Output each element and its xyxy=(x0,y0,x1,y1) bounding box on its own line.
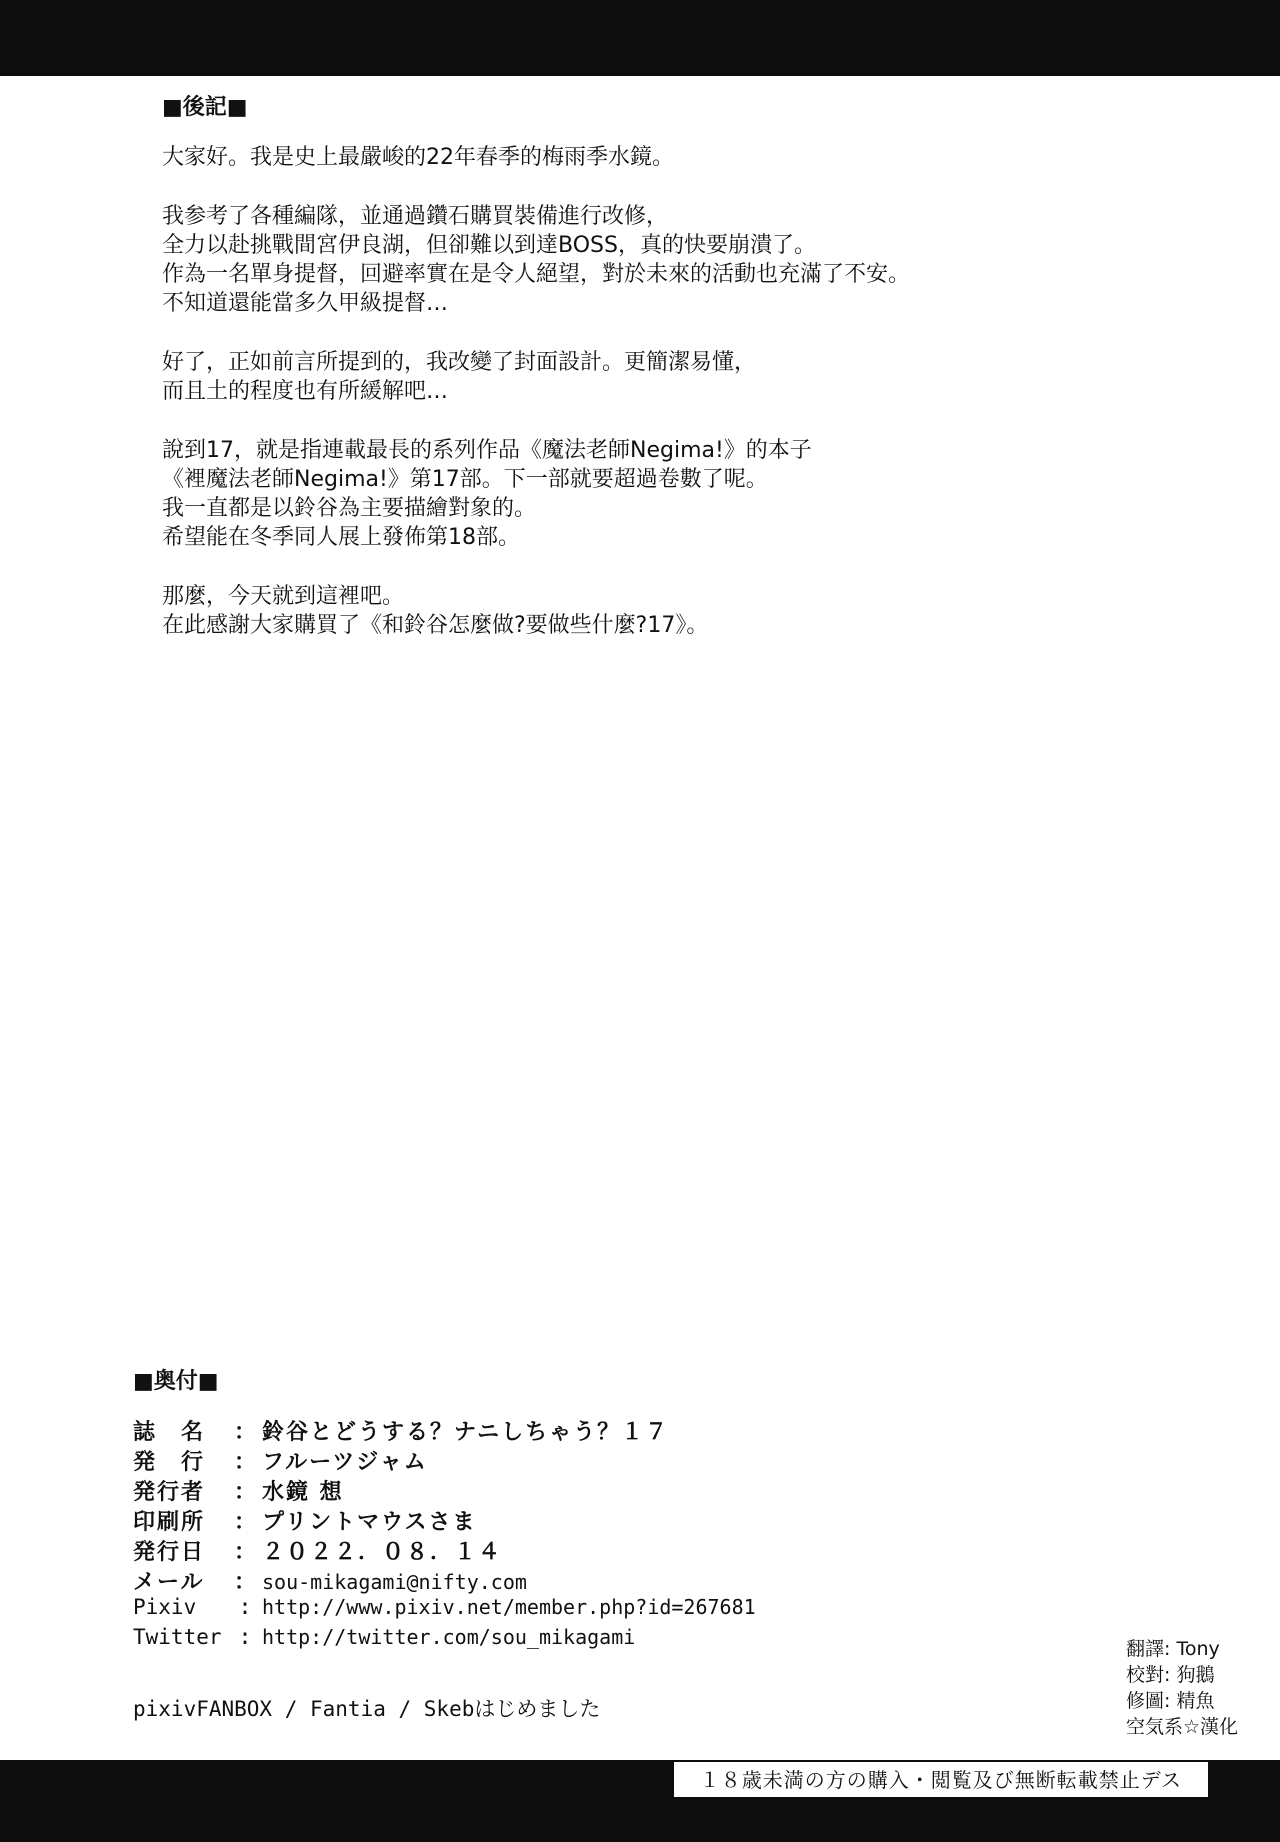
afterword-line: 說到17，就是指連載最長的系列作品《魔法老師Negima!》的本子 xyxy=(162,438,812,463)
afterword-line: 《裡魔法老師Negima!》第17部。下一部就要超過卷數了呢。 xyxy=(162,467,768,492)
afterword-paragraph-2 xyxy=(162,202,1222,318)
colophon-label: メール xyxy=(133,1570,205,1595)
afterword-line: 不知道還能當多久甲級提督… xyxy=(162,291,449,316)
afterword-paragraph-1 xyxy=(162,143,1222,172)
colophon-colon: : xyxy=(238,1625,252,1650)
colophon-row-mail xyxy=(133,1565,893,1595)
colophon-colon: ： xyxy=(233,1420,256,1445)
colophon-section xyxy=(133,1364,893,1655)
afterword-line: 我参考了各種編隊，並通過鑽石購買裝備進行改修， xyxy=(162,204,669,229)
twitter-url: http://twitter.com/sou_mikagami xyxy=(262,1625,636,1649)
colophon-row-issuer xyxy=(133,1475,893,1505)
afterword-paragraph-3 xyxy=(162,348,1222,406)
colophon-value: 鈴谷とどうする？ナニしちゃう？１７ xyxy=(262,1420,670,1445)
translation-credits xyxy=(1126,1636,1238,1740)
colophon-heading: ■奥付■ xyxy=(133,1369,219,1394)
credit-group: 空気系☆漢化 xyxy=(1126,1716,1239,1738)
afterword-paragraph-4 xyxy=(162,436,1222,552)
afterword-line: 在此感謝大家購買了《和鈴谷怎麼做?要做些什麼?17》。 xyxy=(162,613,709,638)
colophon-label: Twitter xyxy=(133,1625,222,1649)
afterword-line: 作為一名單身提督，回避率實在是令人絕望，對於未來的活動也充滿了不安。 xyxy=(162,262,911,287)
afterword-heading: ■後記■ xyxy=(162,95,248,120)
colophon-colon: ： xyxy=(233,1570,256,1595)
colophon-value: ２０２２．０８．１４ xyxy=(262,1540,503,1565)
pixiv-url: http://www.pixiv.net/member.php?id=267681 xyxy=(262,1595,756,1619)
afterword-line: 我一直都是以鈴谷為主要描繪對象的。 xyxy=(162,496,537,521)
colophon-label: Pixiv xyxy=(133,1595,197,1619)
afterword-section xyxy=(162,90,1222,670)
colophon-colon: ： xyxy=(233,1540,256,1565)
colophon-colon: : xyxy=(238,1595,252,1620)
afterword-line: 大家好。我是史上最嚴峻的22年春季的梅雨季水鏡。 xyxy=(162,145,674,170)
platforms-line: pixivFANBOX / Fantia / Skebはじめました xyxy=(133,1697,601,1721)
afterword-line: 好了，正如前言所提到的，我改變了封面設計。更簡潔易懂， xyxy=(162,350,757,375)
afterword-line: 希望能在冬季同人展上發佈第18部。 xyxy=(162,525,520,550)
afterword-line: 那麼，今天就到這裡吧。 xyxy=(162,584,405,609)
colophon-row-title xyxy=(133,1415,893,1445)
colophon-colon: ： xyxy=(233,1510,256,1535)
afterword-line: 全力以赴挑戰間宮伊良湖，但卻難以到達BOSS，真的快要崩潰了。 xyxy=(162,233,816,258)
colophon-value: フルーツジャム xyxy=(262,1450,428,1475)
top-black-bar xyxy=(0,0,1280,76)
colophon-value: プリントマウスさま xyxy=(262,1510,477,1535)
colophon-value: 水鏡 想 xyxy=(262,1480,344,1505)
credit-proofreader: 校對: 狗鵝 xyxy=(1126,1664,1215,1686)
colophon-row-pixiv xyxy=(133,1595,893,1625)
colophon-value: sou-mikagami@nifty.com xyxy=(262,1570,527,1594)
colophon-label: 印刷所 xyxy=(133,1510,206,1535)
afterword-paragraph-5 xyxy=(162,582,1222,640)
colophon-label: 発行者 xyxy=(133,1480,206,1505)
colophon-label: 誌 名 xyxy=(133,1420,206,1445)
colophon-row-twitter xyxy=(133,1625,893,1655)
colophon-row-publisher xyxy=(133,1445,893,1475)
colophon-label: 発 行 xyxy=(133,1450,206,1475)
colophon-row-date xyxy=(133,1535,893,1565)
age-warning-text: １８歳未満の方の購入・閲覧及び無断転載禁止デス xyxy=(674,1762,1208,1797)
colophon-row-printer xyxy=(133,1505,893,1535)
colophon-colon: ： xyxy=(233,1450,256,1475)
credit-translator: 翻譯: Tony xyxy=(1126,1638,1220,1660)
colophon-colon: ： xyxy=(233,1480,256,1505)
colophon-label: 発行日 xyxy=(133,1540,206,1565)
afterword-line: 而且土的程度也有所緩解吧… xyxy=(162,379,449,404)
credit-editor: 修圖: 精魚 xyxy=(1126,1690,1215,1712)
